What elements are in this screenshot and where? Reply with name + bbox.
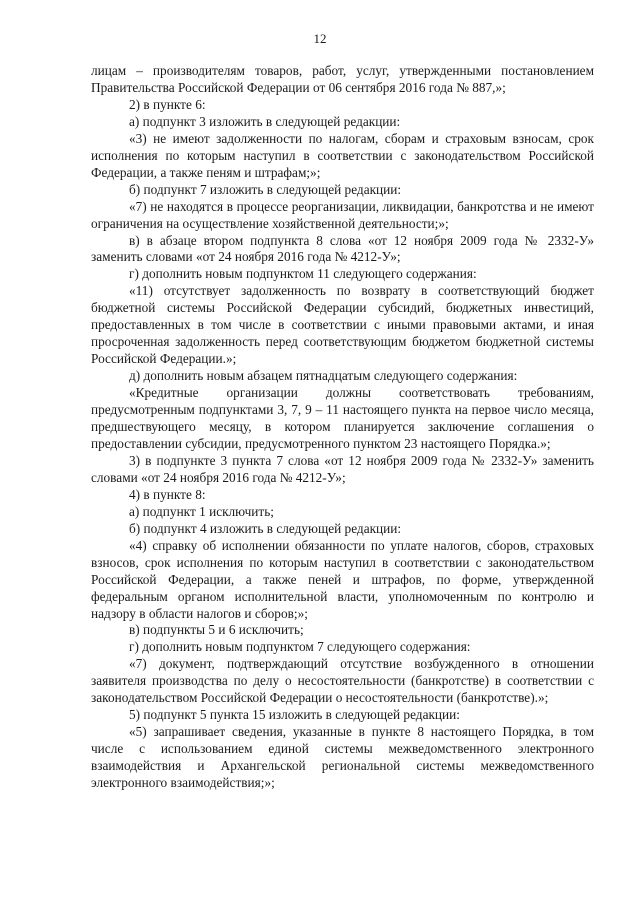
paragraph-17: в) подпункты 5 и 6 исключить; <box>129 622 304 638</box>
paragraph-10: д) дополнить новым абзацем пятнадцатым следующего содержания: <box>129 368 518 384</box>
paragraph-11: «Кредитные организации должны соответствовать требованиям, предусмотренным подпунктами 3, 7, 9 – 11 настоящего пункта на первое число месяца, предшествующего месяцу, в котором планируется заключение соглашения о предоставлении субсидии, предусмотренного пунктом 23 настоящего Порядка.»; <box>91 385 594 451</box>
paragraph-21: «5) запрашивает сведения, указанные в пункте 8 настоящего Порядка, в том числе с использованием единой системы межведомственного электронного взаимодействия и Архангельской региональной системы межведомственного электронного взаимодействия;»; <box>91 724 594 791</box>
paragraph-19: «7) документ, подтверждающий отсутствие возбужденного в отношении заявителя производства по делу о несостоятельности (банкротстве) в соответствии с законодательством Российской Федерации о несостоятельности (банкротстве).»; <box>91 656 594 706</box>
paragraph-15: б) подпункт 4 изложить в следующей редакции: <box>129 520 402 536</box>
paragraph-14: а) подпункт 1 исключить; <box>129 503 274 519</box>
paragraph-1: лицам – производителям товаров, работ, услуг, утвержденными постановлением Правительства Российской Федерации от 06 сентября 2016 года № 887,»; <box>91 63 594 95</box>
paragraph-5: б) подпункт 7 изложить в следующей редакции: <box>129 181 402 197</box>
document-body <box>91 63 594 792</box>
paragraph-18: г) дополнить новым подпунктом 7 следующего содержания: <box>129 639 471 655</box>
paragraph-9: «11) отсутствует задолженность по возврату в соответствующий бюджет бюджетной системы Российской Федерации субсидий, бюджетных инвестиций, предоставленных в том числе в соответствии с иными правовыми актами, и иная просроченная задолженность перед соответствующим бюджетом бюджетной системы Российской Федерации.»; <box>91 283 594 367</box>
paragraph-20: 5) подпункт 5 пункта 15 изложить в следующей редакции: <box>129 707 460 723</box>
paragraph-12: 3) в подпункте 3 пункта 7 слова «от 12 ноября 2009 года № 2332-У» заменить словами «от 24 ноября 2016 года № 4212-У»; <box>91 452 594 485</box>
paragraph-2: 2) в пункте 6: <box>129 96 206 112</box>
paragraph-16: «4) справку об исполнении обязанности по уплате налогов, сборов, страховых взносов, срок исполнения по которым наступил в соответствии с законодательством Российской Федерации, а также пеней и штрафов, по форме, утвержденной федеральным органом исполнительной власти, уполномоченным по контролю и надзору в области налогов и сборов;»; <box>91 537 594 621</box>
paragraph-6: «7) не находятся в процессе реорганизации, ликвидации, банкротства и не имеют ограничения на осуществление хозяйственной деятельности;»; <box>91 198 594 231</box>
paragraph-7: в) в абзаце втором подпункта 8 слова «от 12 ноября 2009 года № 2332-У» заменить словами «от 24 ноября 2016 года № 4212-У»; <box>91 232 594 265</box>
paragraph-3: а) подпункт 3 изложить в следующей редакции: <box>129 113 401 129</box>
page-number: 12 <box>313 31 327 46</box>
paragraph-13: 4) в пункте 8: <box>129 486 206 502</box>
paragraph-8: г) дополнить новым подпунктом 11 следующего содержания: <box>129 266 477 282</box>
paragraph-4: «3) не имеют задолженности по налогам, сборам и страховым взносам, срок исполнения по которым наступил в соответствии с законодательством Российской Федерации, а также пеням и штрафам;»; <box>91 130 594 180</box>
